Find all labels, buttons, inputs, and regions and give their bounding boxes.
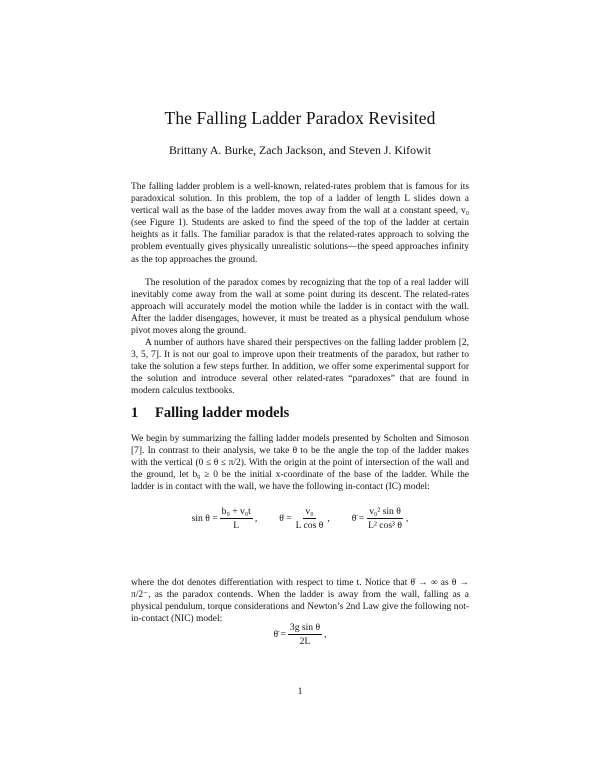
models-paragraph-1 [131,433,469,493]
eq-denominator: L cos θ [295,520,324,531]
models-paragraph-2 [131,577,469,625]
eq-lhs: sin θ = [191,513,218,524]
eq-denominator: L [233,520,240,531]
section-heading [131,405,469,422]
paragraph-text: We begin by summarizing the falling ladder models presented by Scholten and Simoson [7]. In contrast to their analysis, we take θ to be the angle the top of the ladder makes with the vertical (0 ≤ θ ≤ π/2). With the origin at the point of intersection of the wall and the ground, let b₀ ≥ 0 be the initial x-coordinate of the base of the ladder. While the ladder is in contact with the wall, we have the following in-contact (IC) model: [131,434,469,493]
intro-paragraph-1 [131,181,469,266]
intro-paragraph-3 [131,337,469,397]
eq-fraction [294,506,326,531]
eq-denominator: L² cos³ θ [368,520,402,531]
nic-model-equation [0,622,600,647]
intro-paragraph-2 [131,277,469,337]
eq-nic: θ̈ = $\frac{\text{3g sin θ}}{2L}$ , [273,622,327,647]
eq-numerator: v₀ [305,506,314,517]
eq-numerator: b₀ + v₀t [221,506,251,517]
paragraph-text: A number of authors have shared their perspectives on the falling ladder problem [2, 3, 5, 7]. It is not our goal to improve upon their treatments of the paradox, but rather to take the solution a few steps further. In addition, we offer some experimental support for the solution and introduce several other related-rates “paradoxes” that are found in modern calculus textbooks. [131,338,469,397]
section-title: Falling ladder models [155,405,290,421]
eq-denominator: 2L [299,636,311,647]
paragraph-text: The resolution of the paradox comes by recognizing that the top of a real ladder will inevitably come away from the wall at some point during its descent. The related-rates approach will accurately model the motion while the ladder is in contact with the wall. After the ladder disengages, however, it must be treated as a physical pendulum whose pivot moves along the ground. [131,278,469,337]
eq-fraction [366,506,404,531]
eq-lhs: θ̈ = [351,513,365,524]
eq-lhs: θ̈ = [273,629,286,640]
eq-numerator: 3g sin θ [289,622,321,633]
paragraph-text: The falling ladder problem is a well-known, related-rates problem that is famous for its paradoxical solution. In this problem, the top of a ladder of length L slides down a vertical wall as the base of the ladder moves away from the wall at a constant speed, v₀ (see Figure 1). Students are asked to find the speed of the top of the ladder at certain heights as it falls. The familiar paradox is that the related-rates approach to solving the problem eventually gives physically unrealistic solutions—the speed approaches infinity as the top approaches the ground. [131,182,469,265]
eq-theta-dot: θ̇ = $\frac{\text{v₀}}{\text{L cos θ}}$ , [279,506,330,531]
eq-lhs: θ̇ = [279,513,292,524]
eq-theta-ddot: θ̈ = $\frac{\text{v₀² sin θ}}{\text{L² cos³ θ}}$ , [351,506,409,531]
eq-fraction [220,506,253,531]
paper-title: The Falling Ladder Paradox Revisited [164,108,436,128]
page-number: 1 [297,686,303,697]
section-number: 1 [131,405,139,421]
author-list: Brittany A. Burke, Zach Jackson, and Steven J. Kifowit [168,143,432,157]
eq-fraction [288,622,322,647]
eq-numerator: v₀² sin θ [369,506,401,517]
paragraph-text: where the dot denotes differentiation with respect to time t. Notice that θ̇ → ∞ as θ → π/2⁻, as the paradox contends. When the ladder is away from the wall, falling as a physical pendulum, torque considerations and Newton’s 2nd Law give the following not-in-contact (NIC) model: [131,578,469,625]
ic-model-equation [0,506,600,531]
eq-sin-theta: sin θ = $\frac{\text{b₀ + v₀t}}{L}$ , [191,506,258,531]
